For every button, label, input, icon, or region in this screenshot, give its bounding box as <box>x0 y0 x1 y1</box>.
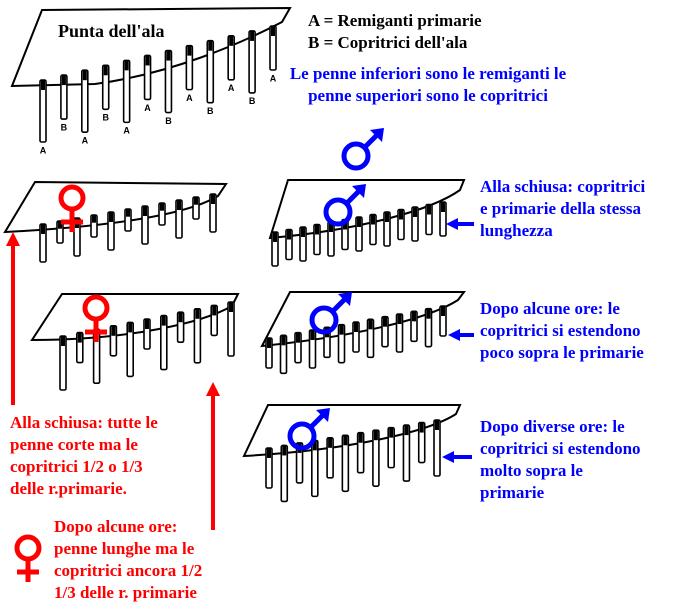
male-note-hatch-line-3: lunghezza <box>480 221 553 240</box>
female-hatch-primary-feather <box>40 224 46 262</box>
male-note-hours-line-1: Dopo alcune ore: le <box>480 299 620 318</box>
wing-outline-female-hours <box>32 294 238 340</box>
wing-outline-male-several-hours <box>244 405 460 456</box>
wing-tip-primary-feather <box>165 51 171 113</box>
male-hatch-covert-feather <box>314 225 320 255</box>
male-several-hours-primary-feather <box>358 433 364 473</box>
male-hours-primary-feather <box>440 306 446 336</box>
female-note-hours-line-1: Dopo alcune ore: <box>54 517 178 536</box>
female-note-hatch <box>10 412 158 500</box>
male-several-hours-primary-feather <box>266 448 272 488</box>
male-hours-covert-feather <box>310 330 316 368</box>
male-note-several-hours <box>480 416 641 504</box>
female-hours-primary-feather <box>194 309 200 363</box>
female-note-hours-line-3: copritrici ancora 1/2 <box>54 561 203 580</box>
feather-letter: B <box>207 106 214 117</box>
top-note-line-2: penne superiori sono le copritrici <box>308 86 548 105</box>
wing-tip-covert-feather <box>228 36 234 80</box>
female-hours-covert-feather <box>144 319 150 349</box>
male-note-hatch-line-2: e primarie della stessa <box>480 199 641 218</box>
male-note-several-hours-line-1: Dopo diverse ore: le <box>480 417 625 436</box>
female-hatch-primary-feather <box>142 206 148 244</box>
male-several-hours-covert-feather <box>373 430 379 486</box>
female-note-hatch-line-1: Alla schiusa: tutte le <box>10 413 158 432</box>
male-hatch-covert-feather <box>286 230 292 260</box>
male-hours-covert-feather <box>281 335 287 373</box>
feather-letter: A <box>186 92 193 103</box>
female-symbol <box>17 537 39 582</box>
legend-a: A = Remiganti primarie <box>308 11 482 30</box>
female-hatch-covert-feather <box>159 203 165 225</box>
wing-tip-primary-feather <box>124 60 130 122</box>
female-hatch-primary-feather <box>176 200 182 238</box>
male-note-several-hours-line-2: copritrici si estendono <box>480 439 641 458</box>
female-hours-primary-feather <box>161 316 167 370</box>
wing-tip-primary-feather <box>249 31 255 93</box>
male-symbol <box>312 292 352 332</box>
male-hours-primary-feather <box>266 338 272 368</box>
male-hatch-covert-feather <box>370 215 376 245</box>
female-note-hatch-line-4: delle r.primarie. <box>10 479 127 498</box>
wing-outline-male-hatch <box>270 180 464 238</box>
wing-tip-title: Punta dell'ala <box>58 21 165 41</box>
feather-letter: A <box>227 83 235 94</box>
male-note-several-hours-line-4: primarie <box>480 483 545 502</box>
female-note-hatch-line-3: copritrici 1/2 o 1/3 <box>10 457 143 476</box>
top-note-line-1: Le penne inferiori sono le remiganti le <box>289 64 567 83</box>
feather-letter: A <box>123 125 130 136</box>
female-hours-primary-feather <box>127 322 133 376</box>
wing-tip-covert-feather <box>186 46 192 90</box>
female-note-hours <box>54 516 202 604</box>
male-hours-covert-feather <box>426 309 432 347</box>
male-hatch-primary-feather <box>356 217 362 251</box>
wing-tip-covert-feather <box>103 65 109 109</box>
male-several-hours-primary-feather <box>419 423 425 463</box>
female-symbol <box>85 297 107 342</box>
male-hatch-primary-feather <box>412 207 418 241</box>
male-arrow-hatch <box>446 218 474 230</box>
male-symbol <box>290 408 330 448</box>
feather-letter: A <box>144 102 151 113</box>
male-note-hours-line-2: copritrici si estendono <box>480 321 641 340</box>
female-hatch-covert-feather <box>91 215 97 237</box>
male-note-hours <box>480 298 644 364</box>
male-hours-covert-feather <box>368 319 374 357</box>
wing-tip-primary-feather <box>40 80 46 142</box>
female-hours-covert-feather <box>211 305 217 335</box>
feather-letter: B <box>102 112 109 123</box>
male-note-several-hours-line-3: molto sopra le <box>480 461 583 480</box>
legend <box>308 10 482 54</box>
male-several-hours-covert-feather <box>281 445 287 501</box>
female-hatch-primary-feather <box>108 212 114 250</box>
male-several-hours-primary-feather <box>327 438 333 478</box>
male-hours-primary-feather <box>382 317 388 347</box>
feather-letter: B <box>248 96 256 107</box>
male-hours-primary-feather <box>353 322 359 352</box>
female-note-hours-line-4: 1/3 delle r. primarie <box>54 583 197 602</box>
male-several-hours-covert-feather <box>342 435 348 491</box>
male-arrow-several-hours <box>442 451 472 463</box>
male-hours-covert-feather <box>339 325 345 363</box>
male-note-hatch-line-1: Alla schiusa: copritrici <box>480 177 646 196</box>
male-hatch-covert-feather <box>426 205 432 235</box>
male-symbols <box>290 128 384 448</box>
feather-letter: A <box>269 73 277 84</box>
female-hatch-primary-feather <box>210 194 216 232</box>
female-hours-covert-feather <box>178 312 184 342</box>
male-several-hours-covert-feather <box>312 440 318 496</box>
male-several-hours-covert-feather <box>403 425 409 481</box>
male-note-hatch <box>480 176 645 242</box>
wing-tip-primary-feather <box>207 41 213 103</box>
male-hours-covert-feather <box>397 314 403 352</box>
male-arrow-hours <box>448 329 474 341</box>
feather-letter: A <box>39 145 47 156</box>
feathers-male-hatch <box>272 202 446 266</box>
male-hours-primary-feather <box>295 333 301 363</box>
male-hours-primary-feather <box>411 311 417 341</box>
top-note <box>258 63 598 107</box>
male-several-hours-primary-feather <box>388 428 394 468</box>
female-hours-covert-feather <box>110 326 116 356</box>
male-hatch-primary-feather <box>328 222 334 256</box>
female-hatch-covert-feather <box>193 197 199 219</box>
male-several-hours-covert-feather <box>434 420 440 476</box>
wing-tip-covert-feather <box>145 55 151 99</box>
female-arrow-up-right <box>206 382 220 530</box>
female-note-hours-line-2: penne lunghe ma le <box>54 539 195 558</box>
female-hours-primary-feather <box>60 336 66 390</box>
female-note-hatch-line-2: penne corte ma le <box>10 435 138 454</box>
legend-b: B = Copritrici dell'ala <box>308 33 468 52</box>
male-hatch-primary-feather <box>384 212 390 246</box>
male-note-hours-line-3: poco sopra le primarie <box>480 343 644 362</box>
male-hatch-covert-feather <box>398 210 404 240</box>
male-hatch-primary-feather <box>300 227 306 261</box>
feather-letter: A <box>81 135 89 146</box>
wing-tip-covert-feather <box>61 75 67 119</box>
female-hours-primary-feather <box>228 302 234 356</box>
female-hours-covert-feather <box>77 333 83 363</box>
female-hatch-covert-feather <box>125 209 131 231</box>
feather-letter: B <box>60 122 68 133</box>
wing-tip-primary-feather <box>82 70 88 132</box>
male-hatch-primary-feather <box>440 202 446 236</box>
wing-outline-male-hours <box>262 292 464 346</box>
feather-letter: B <box>165 115 172 126</box>
wing-tip-letters <box>40 73 277 155</box>
female-arrow-up-left <box>6 232 20 405</box>
male-symbol <box>344 128 384 168</box>
male-hatch-primary-feather <box>272 232 278 266</box>
